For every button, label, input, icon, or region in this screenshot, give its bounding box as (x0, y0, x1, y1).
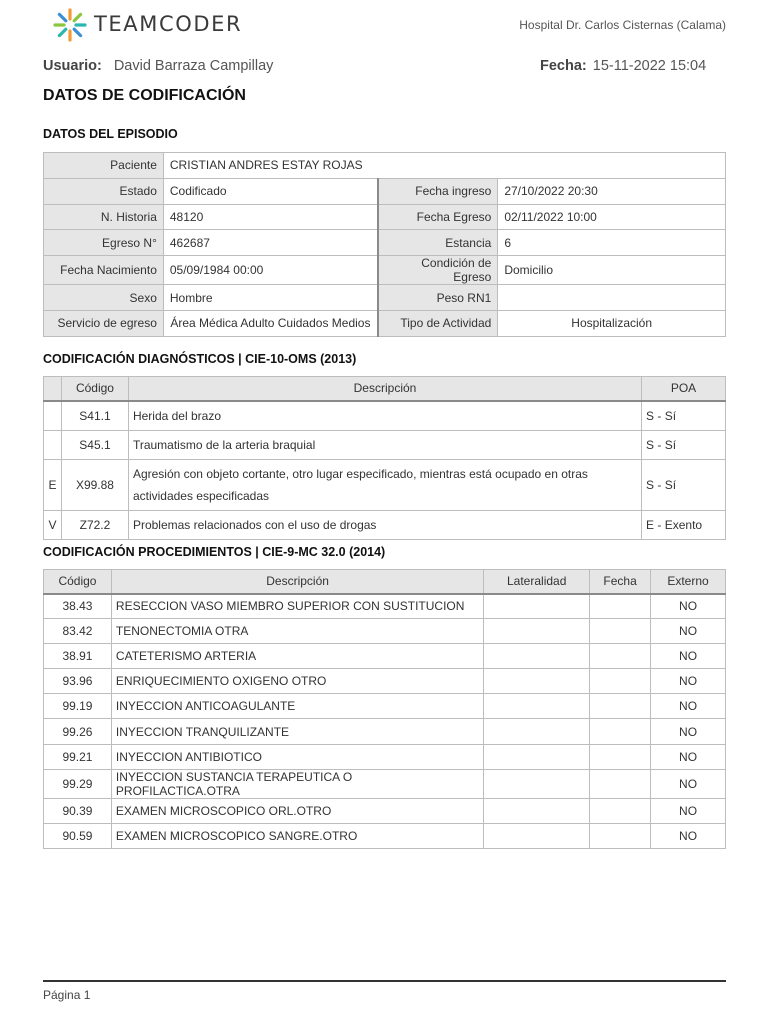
diagnosis-description: Agresión con objeto cortante, otro lugar especificado, mientras está ocupado en otras actividades especificadas (128, 459, 641, 510)
procedure-description: INYECCION SUSTANCIA TERAPEUTICA O PROFILACTICA.OTRA (111, 769, 483, 798)
diagnosis-code: S41.1 (61, 401, 128, 431)
diagnosis-description: Traumatismo de la arteria braquial (128, 430, 641, 459)
procedure-date (590, 719, 651, 744)
episode-row (44, 310, 726, 336)
procedure-laterality (484, 594, 590, 619)
procedure-code: 93.96 (44, 669, 112, 694)
procedure-description: INYECCION ANTICOAGULANTE (111, 694, 483, 719)
procedure-laterality (484, 719, 590, 744)
col-external-header: Externo (651, 570, 726, 594)
diagnosis-poa: S - Sí (642, 430, 726, 459)
procedure-description: EXAMEN MICROSCOPICO ORL.OTRO (111, 798, 483, 823)
footer-divider (43, 980, 726, 982)
procedure-code: 90.39 (44, 798, 112, 823)
procedure-description: EXAMEN MICROSCOPICO SANGRE.OTRO (111, 823, 483, 848)
procedure-external: NO (651, 669, 726, 694)
col-code-header: Código (44, 570, 112, 594)
procedure-laterality (484, 644, 590, 669)
col-description-header: Descripción (111, 570, 483, 594)
table-row (44, 719, 726, 744)
diagnosis-flag (44, 430, 62, 459)
procedure-description: INYECCION TRANQUILIZANTE (111, 719, 483, 744)
table-row (44, 769, 726, 798)
fecha-egreso-value: 02/11/2022 10:00 (498, 204, 726, 230)
procedure-laterality (484, 694, 590, 719)
col-laterality-header: Lateralidad (484, 570, 590, 594)
egreso-n-label: Egreso N° (44, 230, 164, 256)
procedure-code: 99.21 (44, 744, 112, 769)
peso-rn1-label: Peso RN1 (378, 285, 498, 311)
diagnoses-header-row (44, 377, 726, 401)
procedure-external: NO (651, 798, 726, 823)
diagnosis-description: Problemas relacionados con el uso de drogas (128, 510, 641, 539)
procedure-date (590, 744, 651, 769)
tipo-actividad-value: Hospitalización (498, 310, 726, 336)
page-number: Página 1 (43, 988, 91, 1002)
procedures-table (43, 569, 726, 849)
procedure-external: NO (651, 619, 726, 644)
table-row (44, 644, 726, 669)
procedure-date (590, 769, 651, 798)
episode-row (44, 256, 726, 285)
procedure-code: 38.91 (44, 644, 112, 669)
col-code-header: Código (61, 377, 128, 401)
procedure-external: NO (651, 644, 726, 669)
procedure-description: CATETERISMO ARTERIA (111, 644, 483, 669)
procedure-date (590, 694, 651, 719)
procedure-description: ENRIQUECIMIENTO OXIGENO OTRO (111, 669, 483, 694)
condicion-egreso-value: Domicilio (498, 256, 726, 285)
col-poa-header: POA (642, 377, 726, 401)
n-historia-value: 48120 (163, 204, 378, 230)
fecha-nacimiento-value: 05/09/1984 00:00 (163, 256, 378, 285)
page-title: DATOS DE CODIFICACIÓN (43, 87, 246, 104)
user-label: Usuario: (43, 58, 102, 74)
diagnosis-flag (44, 401, 62, 431)
procedure-date (590, 594, 651, 619)
col-flag-header (44, 377, 62, 401)
estancia-value: 6 (498, 230, 726, 256)
procedure-external: NO (651, 769, 726, 798)
condicion-egreso-label: Condición de Egreso (378, 256, 498, 285)
fecha-nacimiento-label: Fecha Nacimiento (44, 256, 164, 285)
procedure-code: 90.59 (44, 823, 112, 848)
episode-row (44, 204, 726, 230)
procedure-code: 83.42 (44, 619, 112, 644)
procedure-date (590, 823, 651, 848)
procedure-external: NO (651, 694, 726, 719)
procedure-laterality (484, 744, 590, 769)
table-row (44, 744, 726, 769)
procedure-code: 99.29 (44, 769, 112, 798)
procedure-date (590, 644, 651, 669)
procedure-date (590, 619, 651, 644)
diagnosis-flag: E (44, 459, 62, 510)
diagnosis-code: S45.1 (61, 430, 128, 459)
n-historia-label: N. Historia (44, 204, 164, 230)
user-line (43, 58, 273, 74)
procedure-date (590, 669, 651, 694)
logo-text: TEAMCODER (94, 12, 243, 36)
diagnosis-description: Herida del brazo (128, 401, 641, 431)
date-value: 15-11-2022 15:04 (592, 58, 707, 74)
episode-table (43, 152, 726, 337)
table-row (44, 401, 726, 431)
procedure-description: INYECCION ANTIBIOTICO (111, 744, 483, 769)
procedure-code: 99.26 (44, 719, 112, 744)
table-row (44, 459, 726, 510)
servicio-egreso-label: Servicio de egreso (44, 310, 164, 336)
diagnosis-code: Z72.2 (61, 510, 128, 539)
procedure-external: NO (651, 594, 726, 619)
procedure-external: NO (651, 744, 726, 769)
estado-value: Codificado (163, 178, 378, 204)
episode-section-title: DATOS DEL EPISODIO (43, 127, 178, 141)
table-row (44, 798, 726, 823)
teamcoder-logo-icon (52, 7, 88, 43)
fecha-egreso-label: Fecha Egreso (378, 204, 498, 230)
paciente-label: Paciente (44, 153, 164, 179)
paciente-value: CRISTIAN ANDRES ESTAY ROJAS (163, 153, 725, 179)
procedure-code: 38.43 (44, 594, 112, 619)
estado-label: Estado (44, 178, 164, 204)
table-row (44, 430, 726, 459)
episode-row (44, 178, 726, 204)
table-row (44, 594, 726, 619)
procedure-external: NO (651, 823, 726, 848)
col-description-header: Descripción (128, 377, 641, 401)
diagnosis-code: X99.88 (61, 459, 128, 510)
estancia-label: Estancia (378, 230, 498, 256)
procedure-code: 99.19 (44, 694, 112, 719)
date-line (540, 58, 706, 74)
egreso-n-value: 462687 (163, 230, 378, 256)
diagnoses-section-title: CODIFICACIÓN DIAGNÓSTICOS | CIE-10-OMS (2013) (43, 352, 357, 366)
procedure-laterality (484, 769, 590, 798)
diagnosis-poa: S - Sí (642, 459, 726, 510)
diagnoses-table (43, 376, 726, 540)
table-row (44, 619, 726, 644)
procedure-date (590, 798, 651, 823)
table-row (44, 694, 726, 719)
user-name: David Barraza Campillay (113, 58, 274, 74)
episode-row (44, 153, 726, 179)
procedure-description: TENONECTOMIA OTRA (111, 619, 483, 644)
date-label: Fecha: (540, 58, 587, 74)
procedure-description: RESECCION VASO MIEMBRO SUPERIOR CON SUSTITUCION (111, 594, 483, 619)
page-header (0, 0, 768, 52)
procedure-laterality (484, 798, 590, 823)
servicio-egreso-value: Área Médica Adulto Cuidados Medios (163, 310, 378, 336)
diagnosis-poa: E - Exento (642, 510, 726, 539)
procedure-external: NO (651, 719, 726, 744)
procedure-laterality (484, 823, 590, 848)
fecha-ingreso-value: 27/10/2022 20:30 (498, 178, 726, 204)
table-row (44, 823, 726, 848)
sexo-value: Hombre (163, 285, 378, 311)
hospital-name: Hospital Dr. Carlos Cisternas (Calama) (519, 18, 726, 32)
procedure-laterality (484, 619, 590, 644)
episode-row (44, 230, 726, 256)
table-row (44, 510, 726, 539)
fecha-ingreso-label: Fecha ingreso (378, 178, 498, 204)
diagnosis-flag: V (44, 510, 62, 539)
procedures-section-title: CODIFICACIÓN PROCEDIMIENTOS | CIE-9-MC 32.0 (2014) (43, 545, 386, 559)
peso-rn1-value (498, 285, 726, 311)
sexo-label: Sexo (44, 285, 164, 311)
table-row (44, 669, 726, 694)
procedures-header-row (44, 570, 726, 594)
procedure-laterality (484, 669, 590, 694)
diagnosis-poa: S - Sí (642, 401, 726, 431)
tipo-actividad-label: Tipo de Actividad (378, 310, 498, 336)
episode-row (44, 285, 726, 311)
col-date-header: Fecha (590, 570, 651, 594)
